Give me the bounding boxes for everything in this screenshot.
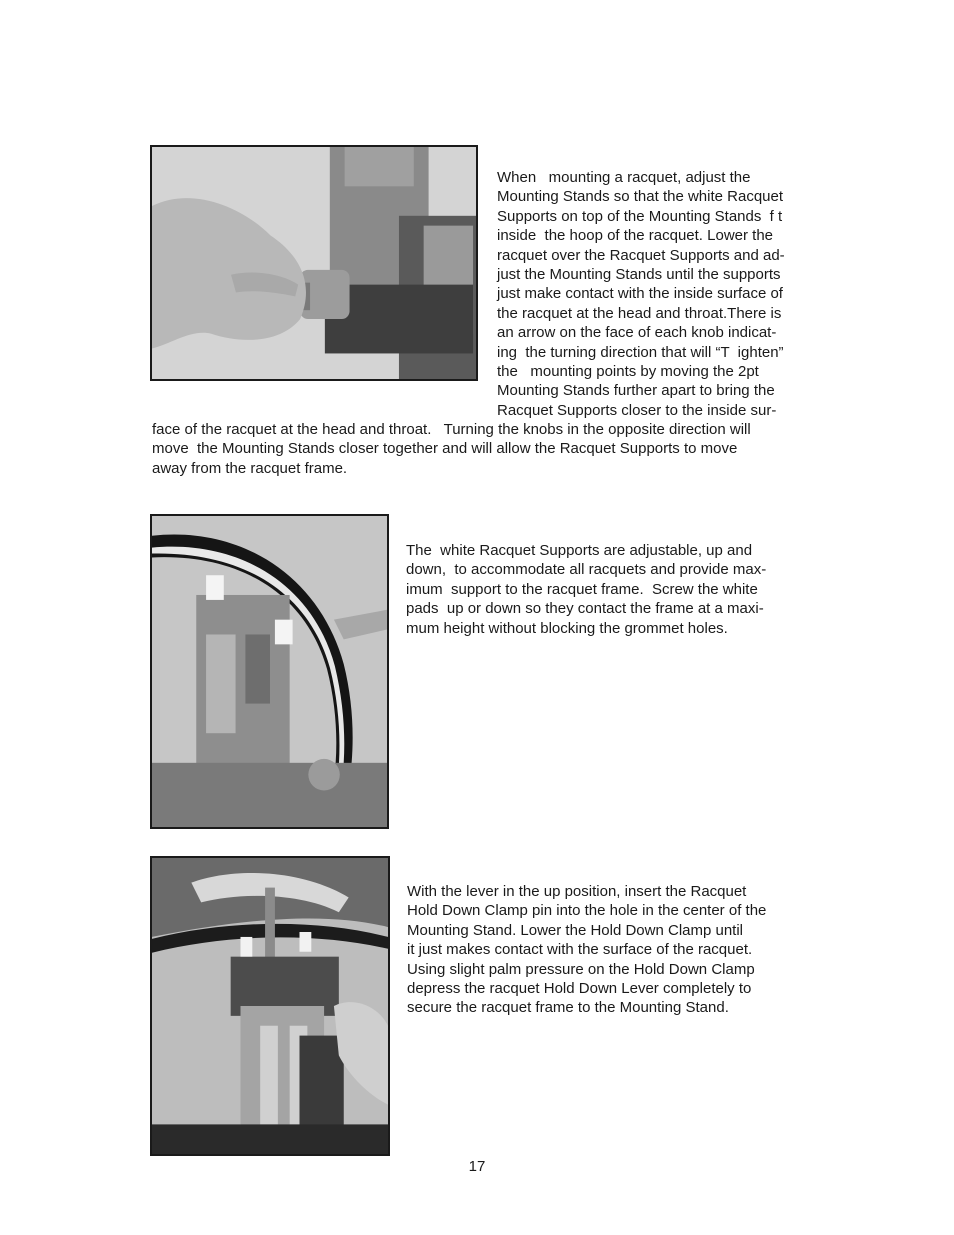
text-line: mum height without blocking the grommet holes. (406, 619, 728, 637)
text-line: The white Racquet Supports are adjustable, up and (406, 542, 753, 559)
text-line: ing the turning direction that will “T ighten” (497, 343, 784, 361)
section-1-wrap-text (152, 420, 751, 478)
text-line: the mounting points by moving the 2pt (497, 363, 759, 381)
section-2-text (406, 541, 766, 638)
text-line: Supports on top of the Mounting Stands f t (497, 207, 783, 225)
text-line: Mounting Stands further apart to bring the (497, 382, 775, 400)
section-3-text (407, 882, 766, 1018)
text-line: Hold Down Clamp pin into the hole in the center of the (407, 902, 767, 920)
photo-mounting-stand-knob (150, 145, 478, 381)
text-line: just the Mounting Stands until the supports (497, 266, 781, 284)
text-line: face of the racquet at the head and throat. Turning the knobs in the opposite direction will (152, 421, 751, 438)
text-line: pads up or down so they contact the frame at a maxi- (406, 600, 764, 618)
text-line: When mounting a racquet, adjust the (497, 169, 751, 186)
text-line: Mounting Stand. Lower the Hold Down Clamp until (407, 921, 744, 939)
text-line: Mounting Stands so that the white Racquet (497, 188, 784, 206)
section-1-text (497, 168, 785, 420)
text-line: racquet over the Racquet Supports and ad- (497, 246, 785, 264)
text-line: Racquet Supports closer to the inside sur- (497, 401, 777, 419)
text-line: inside the hoop of the racquet. Lower the (497, 227, 774, 245)
photo-hold-down-clamp (150, 856, 390, 1156)
text-line: move the Mounting Stands closer together and will allow the Racquet Supports to move (152, 440, 738, 458)
text-line: imum support to the racquet frame. Screw the white (406, 580, 758, 598)
page-number: 17 (468, 1158, 486, 1175)
text-line: it just makes contact with the surface of the racquet. (407, 941, 753, 959)
text-line: the racquet at the head and throat.There is (497, 304, 782, 322)
text-line: away from the racquet frame. (152, 459, 348, 477)
text-line: just make contact with the inside surface of (497, 285, 783, 303)
text-line: Using slight palm pressure on the Hold Down Clamp (407, 960, 755, 978)
text-line: an arrow on the face of each knob indicat- (497, 324, 777, 342)
text-line: depress the racquet Hold Down Lever completely to (407, 980, 752, 998)
text-line: down, to accommodate all racquets and provide max- (406, 561, 767, 579)
photo-racquet-supports (150, 514, 389, 829)
text-line: With the lever in the up position, insert the Racquet (407, 883, 747, 900)
text-line: secure the racquet frame to the Mounting Stand. (407, 999, 729, 1017)
